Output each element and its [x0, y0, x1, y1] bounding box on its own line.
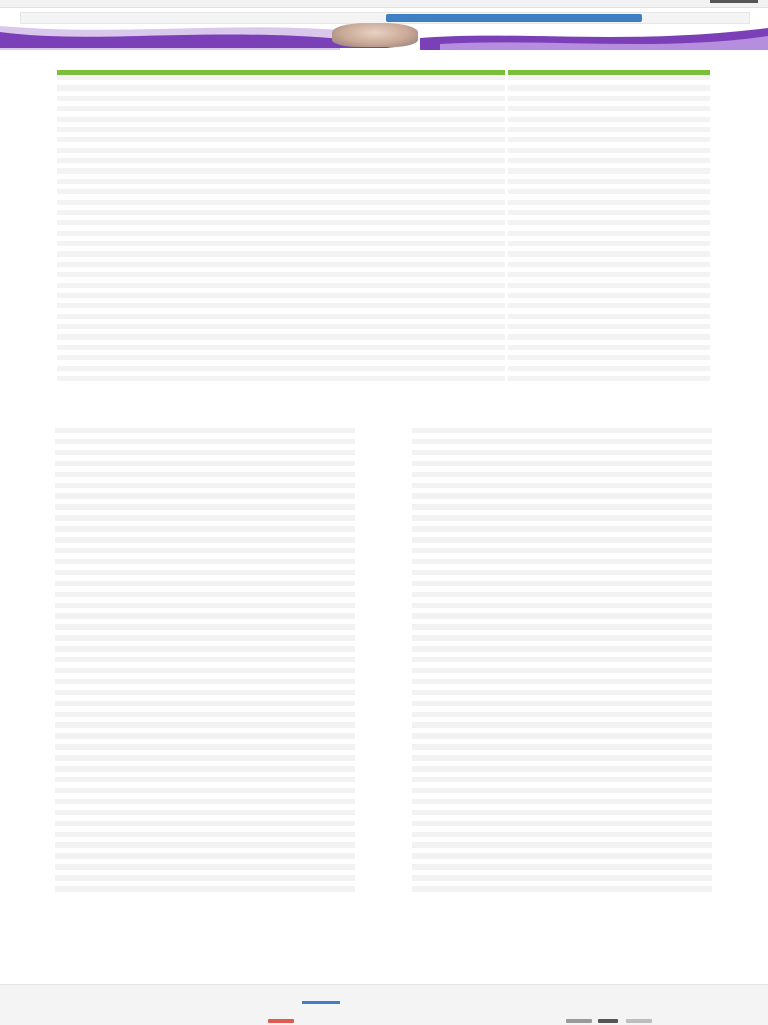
list-item[interactable] — [412, 886, 712, 891]
table-cell — [356, 381, 431, 386]
social-badge[interactable] — [268, 1019, 294, 1023]
nav-primary-button[interactable] — [386, 14, 642, 22]
store-badge[interactable] — [626, 1019, 652, 1023]
table-cell — [508, 381, 559, 386]
table-cell — [206, 381, 281, 386]
store-badge[interactable] — [598, 1019, 618, 1023]
list-item[interactable] — [55, 886, 355, 891]
table-cell — [660, 381, 711, 386]
table-cell — [281, 381, 356, 386]
list-left — [55, 428, 355, 891]
hero-link[interactable] — [700, 24, 760, 32]
data-table-right — [508, 70, 710, 386]
table-cell — [609, 381, 660, 386]
table-row — [508, 381, 710, 386]
table-cell — [57, 381, 132, 386]
footer-links — [40, 1001, 728, 1007]
data-table-left — [57, 70, 505, 386]
hero-subheading — [52, 52, 722, 61]
page-footer — [0, 984, 768, 1025]
table-row — [57, 381, 505, 386]
table-cell — [430, 381, 505, 386]
list-right — [412, 428, 712, 891]
table-cell — [132, 381, 207, 386]
hero-caption — [52, 62, 722, 70]
footer-line — [40, 1009, 728, 1015]
footnote-text — [52, 895, 716, 931]
table-cell — [559, 381, 610, 386]
hero-heading — [52, 40, 722, 50]
store-badge[interactable] — [566, 1019, 592, 1023]
